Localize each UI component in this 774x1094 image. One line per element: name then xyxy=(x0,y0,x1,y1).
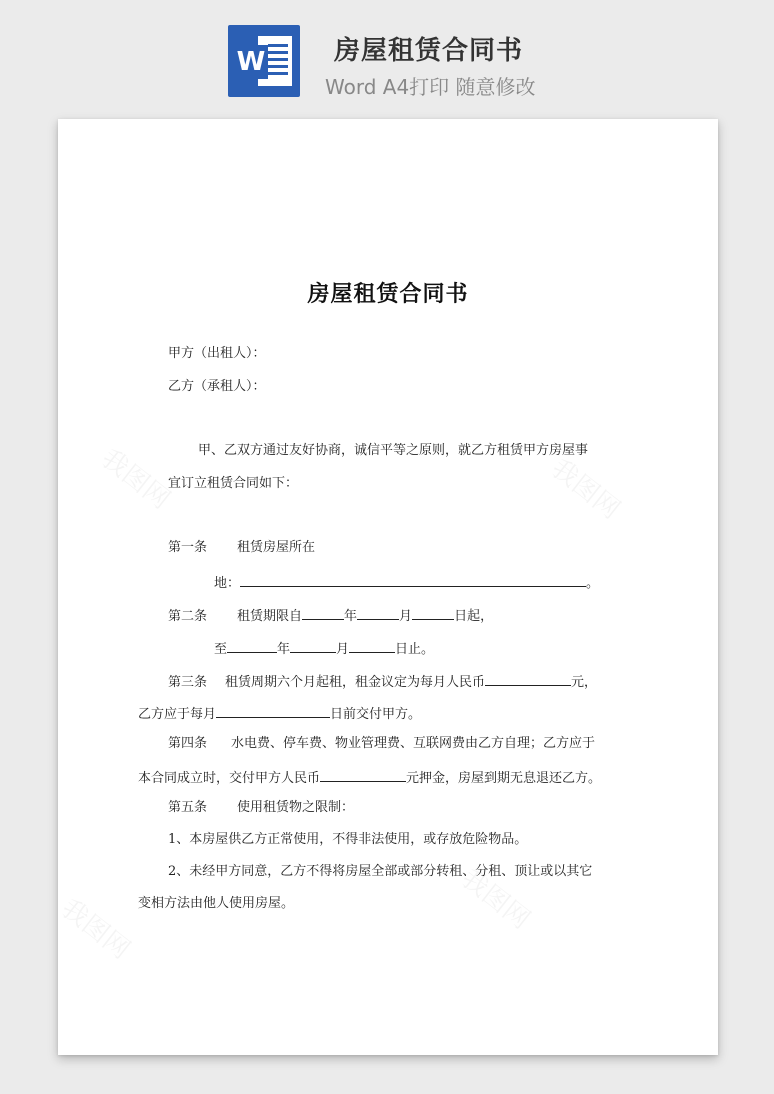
start-month-blank[interactable] xyxy=(357,605,399,620)
end-month-blank[interactable] xyxy=(290,638,336,653)
article-5: 第五条 使用租赁物之限制： xyxy=(168,800,355,815)
article-2: 第二条 租赁期限自 年 月 日起， xyxy=(168,605,493,626)
restriction-item-2-cont: 变相方法由他人使用房屋。 xyxy=(138,896,295,911)
intro-line-1: 甲、乙双方通过友好协商，诚信平等之原则，就乙方租赁甲方房屋事 xyxy=(198,443,589,458)
header-subtitle: Word A4打印 随意修改 xyxy=(325,75,536,99)
article-2-end: 至 年 月 日止。 xyxy=(214,638,434,659)
restriction-item-1: 1、本房屋供乙方正常使用，不得非法使用，或存放危险物品。 xyxy=(168,832,528,847)
article-number: 第五条 xyxy=(168,800,208,815)
header-title: 房屋租赁合同书 xyxy=(334,36,524,66)
deposit-blank[interactable] xyxy=(320,767,406,782)
word-letter-w: W xyxy=(234,45,268,79)
watermark xyxy=(95,439,179,516)
article-number: 第三条 xyxy=(168,675,208,690)
article-number: 第二条 xyxy=(168,609,208,624)
party-a-line: 甲方（出租人）： xyxy=(168,346,266,361)
restriction-item-2: 2、未经甲方同意，乙方不得将房屋全部或部分转租、分租、顶让或以其它 xyxy=(168,864,593,879)
start-day-blank[interactable] xyxy=(412,605,454,620)
start-year-blank[interactable] xyxy=(302,605,344,620)
end-day-blank[interactable] xyxy=(349,638,395,653)
word-document-icon xyxy=(228,25,300,97)
watermark xyxy=(58,889,139,966)
party-b-line: 乙方（承租人）： xyxy=(168,379,266,394)
article-number: 第四条 xyxy=(168,736,208,751)
header-banner xyxy=(0,0,774,112)
article-text: 租赁房屋所在 xyxy=(237,540,316,555)
article-4: 第四条 水电费、停车费、物业管理费、互联网费由乙方自理；乙方应于 xyxy=(168,736,596,751)
document-page xyxy=(58,119,718,1055)
article-number: 第一条 xyxy=(168,540,208,555)
article-4-line-2: 本合同成立时，交付甲方人民币 元押金，房屋到期无息退还乙方。 xyxy=(138,767,601,788)
payment-day-blank[interactable] xyxy=(216,703,330,718)
article-3: 第三条 租赁周期六个月起租，租金议定为每月人民币 元， xyxy=(168,671,597,692)
monthly-rent-blank[interactable] xyxy=(485,671,571,686)
intro-line-2: 宜订立租赁合同如下： xyxy=(168,476,299,491)
article-3-line-2: 乙方应于每月 日前交付甲方。 xyxy=(138,703,421,724)
article-1-address: 地： 。 xyxy=(214,572,599,593)
address-blank[interactable] xyxy=(240,572,586,587)
end-year-blank[interactable] xyxy=(227,638,277,653)
watermark xyxy=(545,449,629,526)
article-1 xyxy=(168,539,315,557)
document-title: 房屋租赁合同书 xyxy=(307,281,469,307)
